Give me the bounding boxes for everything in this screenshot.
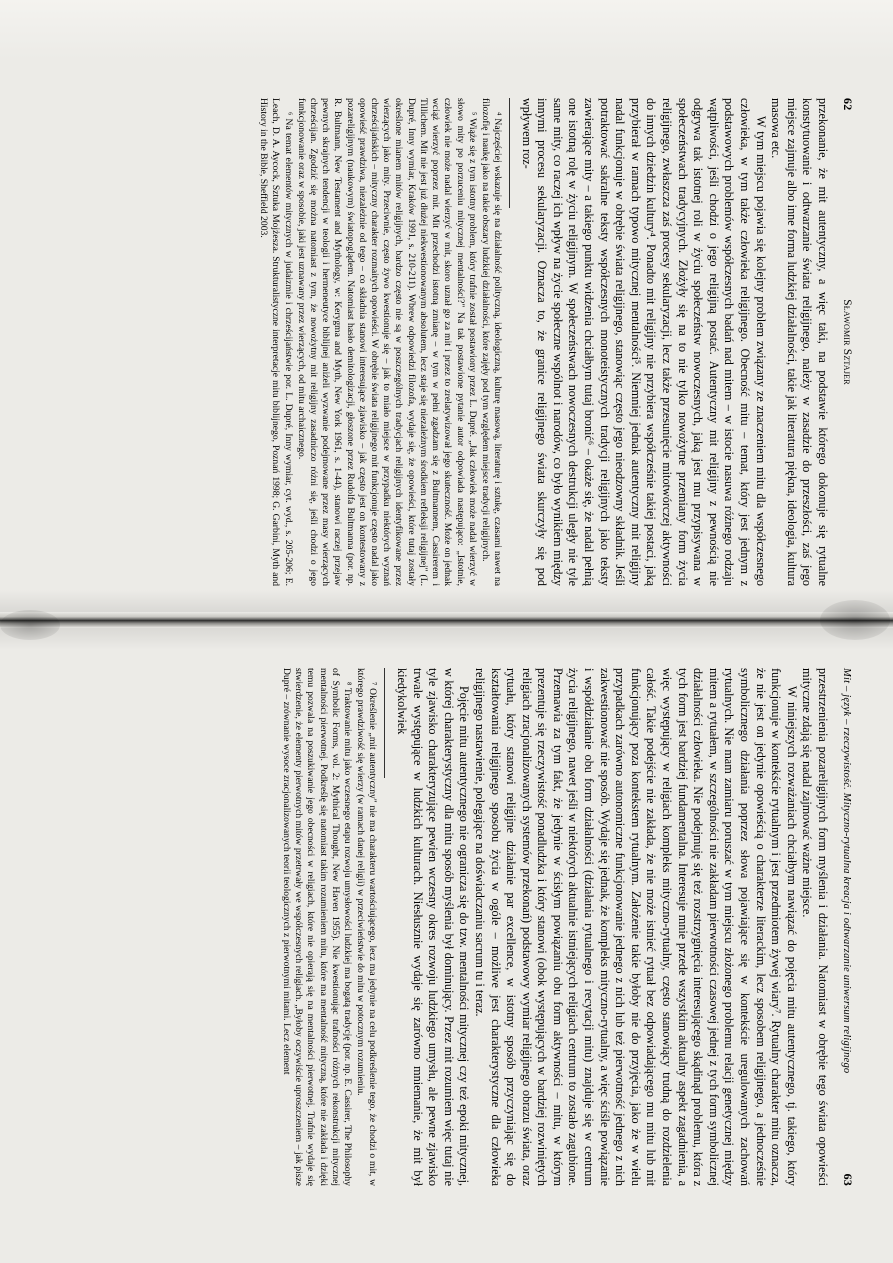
footnote: ⁸ Traktowanie mitu jako wczesnego etapu rozwoju umysłowości ludzkiej ma bogatą tradycję (por. np. E. Cassirer, The Philosophy of Symbolic Forms, vol. 2: Mythical Thought, New Haven 1955). Nie kwestionując trafności różnych rekonstrukcji mitycznej mentalności pierwotnej. Podkreślę się natomiast takim rozumieniem mitu, które ma mentalność mityczną, które nie zakłada i dzięki temu pozwala na poszukiwanie jego obecności w religiach, które nie opierają się na mentalności pierwotnej. Trafnie wydaje się stwierdzenie, że elementy pierwotnych mitów przetrwały we współczesnych religiach. „Byłoby oczywiście uproszczeniem – jak pisze Dupré – zrównanie wysoce zracjonalizowanych teorii teologicznych z pierwotnymi mitami. Lecz element (280, 668, 353, 1186)
running-head-author: Sławomir Sztajer (841, 299, 853, 385)
paragraph: przestrzenienia pozareligijnych form myślenia i działania. Natomiast w obrębie tego świata opowieści mityczne zdają się nadal zajmować ważne miejsce. (800, 668, 830, 1186)
running-head-title: Mit – język – rzeczywistość. Mityczno-rytualna kreacja i odtwarzanie uniwersum religijnego (841, 668, 852, 1074)
footnote-rule (509, 98, 510, 208)
footnote-rule (384, 668, 385, 778)
footnote: ⁷ Określenie „mit autentyczny" nie ma charakteru wartościującego, lecz ma jedynie na celu podkreślenie tego, że chodzi o mit, w którego prawdziwość się wierzy (w ramach danej religii) w przeciwieństwie do mitu w potocznym rozumieniu. (355, 668, 379, 1186)
spine-shadow (0, 590, 893, 612)
right-page (65, 662, 855, 1192)
running-head-left (840, 98, 855, 586)
footnote: ⁶ Na temat elementów mitycznych w judaizmie i chrześcijaństwie por. L. Dupré, Inny wymiar, cyt. wyd., s. 205-206; E. Leach, D. A. Aycock, Sztuka Mojżesza. Strukturalistyczne interpretacje mitu biblijnego, Poznań 1998; G. Garbini, Myth and History in the Bible, Sheffield 2003. (258, 98, 294, 586)
body-text-left (518, 98, 830, 586)
scan-margin (0, 0, 893, 60)
scan-smudge (820, 600, 890, 640)
paragraph: W tym miejscu pojawia się kolejny problem związany ze znaczeniem mitu dla współczesnego człowieka, w tym także człowieka religijnego. Obecność mitu – temat, który jest jednym z podstawowych problemów współczesnych badań nad mitem – w istocie nasuwa różnego rodzaju wątpliwości, jeśli chodzi o jego religijną postać. Autentyczny mit religijny z pewnością nie odgrywa tak istotnej roli w życiu społeczeństw nowoczesnych, jaką jest mu przypisywana w społeczeństwach tradycyjnych. Złożyły się na to nie tylko nowożytne przemiany form życia religijnego, zwłaszcza zaś procesy sekularyzacji, lecz także przesunięcie mitotwórczej aktywności do innych dziedzin kultury⁴. Ponadto mit religijny nie przybiera współcześnie takiej postaci, jaką przybierał w ramach typowo mitycznej mentalności⁵. Niemniej jednak autentyczny mit religijny nadal funkcjonuje w obrębie świata religijnego, stanowiąc często jego nieodzowny składnik. Jeśli potraktować sakralne teksty współczesnych monoteistycznych tradycji religijnych jako teksty zawierające mity – a takiego punktu widzenia chciałbym tutaj bronić⁶ – okaże się, że nadal pełnią one istotną rolę w życiu religijnym. W społeczeństwach nowoczesnych destrukcji uległy nie tyle same mity, co raczej ich wpływ na życie społeczne wspólnot i narodów, co było wynikiem między innymi procesu sekularyzacji. Oznacza to, że granice religijnego świata skurczyły się pod wpływem roz- (519, 98, 768, 586)
paragraph: przekonanie, że mit autentyczny, a więc taki, na podstawie którego dokonuje się rytualne konstytuowanie i odtwarzanie świata religijnego, należy w zasadzie do przeszłości, zaś jego miejsce zajmuje albo inne forma ludzkiej działalności, takie jak literatura piękna, ideologia, kultura masowa etc. (769, 98, 830, 586)
footnote: ⁴ Najczęściej wskazuje się na działalność polityczną, ideologiczną, kulturę masową, literaturę i sztukę, czasami nawet na filozofię i naukę jako na takie obszary ludzkiej działalności, które zajęły pod tym względem miejsce tradycji religijnych. (479, 98, 504, 586)
page-number-left: 62 (841, 98, 855, 111)
running-head-right (840, 668, 855, 1186)
footnotes-left (257, 98, 503, 586)
left-page (65, 92, 855, 592)
scan-smudge (0, 610, 60, 640)
footnotes-right (280, 668, 379, 1186)
book-spine (0, 612, 893, 628)
body-text-right (393, 668, 830, 1186)
page-number-right: 63 (841, 1173, 855, 1186)
footnote: ⁵ Wiąże się z tym istotny problem, który trafnie został postawiony przez L. Dupré. „Jak człowiek może nadal wierzyć w słowo mity po porzuceniu mitycznej mentalności?" Na tak postawione pytanie autor odpowiada następująco: „Istotnie, człowiek nie może nadal wierzyć w mit, skoro uznał go za mit i przez to zrelatywizował jego skuteczność. Może on jednak wciąż wierzyć poprzez mit. Mit przechodzi istotną zmianę – w tym w pełni zgadzam się z Bultmannem, Cassirerem i Tillichem. Mit nie jest już dłużej niekwestionowanym absolutem, lecz staje się niezależnym środkiem refleksji religijnej" (L. Dupré, Inny wymiar, Kraków 1991, s. 210-211). Wbrew odpowiedzi filozofa, wydaje się, że opowieści, które tutaj zostały określone mianem mitów religijnych, bardzo często nie są w poszczególnych tradycjach religijnych identyfikowane przez wierzących jako mity. Przeciwnie, często żywo kwestionuje się – jak to miało miejsce w przypadku niektórych wyznań chrześcijańskich – mityczny charakter rozmaitych opowieści. W obrębie świata religijnego mit funkcjonuje często nadal jako opowieść prawdziwa, niezależnie od tego – co składnia stanowi interesujące zjawisko – jak często jest on kontestowany z pozareligijnym (naukowym) światopoglądem. Natomiast hasło demitologizacji, głoszone przez Rudolfa Bultmanna (por. np. R. Bultmann, New Testament and Mythology, w: Kerygma and Myth, New York 1961, s. 1-44), stanowi raczej przejaw pewnych skrajnych tendencji w teologii i hermeneutyce biblijnej aniżeli wyzwanie podejmowane przez masy wierzących chrześcijan. Zgodzić się można natomiast z tym, że nowożytny mit religijny zasadniczo różni się, jeśli chodzi o jego funkcjonowanie oraz w sposobie, jaki jest uznawany przez wierzących, od mitu archaicznego. (295, 98, 478, 586)
paragraph: Pojęcie mitu autentycznego nie ogranicza się do tzw. mentalności mitycznej czy też epoki mitycznej, w której charakterystyczny dla mitu sposób myślenia był dominujący. Przez mit rozumiem więc tutaj nie tyle zjawisko charakteryzujące pewien wczesny okres rozwoju ludzkiego umysłu, ale pewne zjawisko trwale występujące w ludzkich kulturach. Niesłusznie wydaje się zarówno mniemanie, że mit był kiedykolwiek (394, 668, 472, 1186)
spine-shadow (0, 628, 893, 650)
paragraph: W niniejszych rozważaniach chciałbym nawiązać do pojęcia mitu autentycznego, tj. takiego, który funkcjonuje w kontekście rytualnym i jest przedmiotem żywej wiary⁷. Rytualny charakter mitu oznacza, że nie jest on jedynie opowieścią o charakterze literackim, lecz sposobem religijnego, a jednocześnie symbolicznego działania poprzez słowa pojawiające się w kontekście uregulowanych zachowań rytualnych. Nie mam zamiaru poruszać w tym miejscu złożonego problemu relacji genetycznej między mitem a rytuałem, w szczególności nie zakładam pierwotności czasowej jednej z tych form symbolicznej działalności człowieka. Nie podejmuję się też rozstrzygnięcia interesującego skądinąd problemu, która z tych form jest bardziej fundamentalna. Interesuje mnie przede wszystkim aktualny aspekt zagadnienia, a więc występujący w religiach kompleks mityczno-rytualny, często stanowiący trudną do rozdzielenia całość. Takie podejście nie zakłada, że nie może istnieć rytuał bez odpowiadającego mu mitu lub mit funkcjonujący poza kontekstem rytualnym. Założenie takie byłoby nie do przyjęcia, jako że w wielu przypadkach zarówno autonomiczne funkcjonowanie jednego z nich lub też pierwotność jednego z nich zakwestionować nie sposób. Wydaje się jednak, że kompleks mityczno-rytualny, a więc ściśle powiązanie i współdziałanie obu form działalności (działania rytualnego i recytacji mitu) znajduje się w centrum życia religijnego, nawet jeśli w niektórych aktualnie istniejących religiach centrum to zostało zagubione. Przemawia za tym fakt, że jedynie w ścisłym powiązaniu obu form aktywności – mitu, w którym prezentuje się rzeczywistość ponadludzka i który stanowi (obok występujących w bardziej rozwiniętych religiach zracjonalizowanych systemów przekonań) podstawowy wymiar religijnego obrazu świata, oraz rytuału, który stanowi religijne działanie par excellence, w istotny sposób przyczyniając się do kształtowania religijnego sposobu życia w ogóle – możliwe jest charakterystyczne dla człowieka religijnego nastawienie, polegające na doświadczaniu sacrum tu i teraz. (472, 668, 799, 1186)
